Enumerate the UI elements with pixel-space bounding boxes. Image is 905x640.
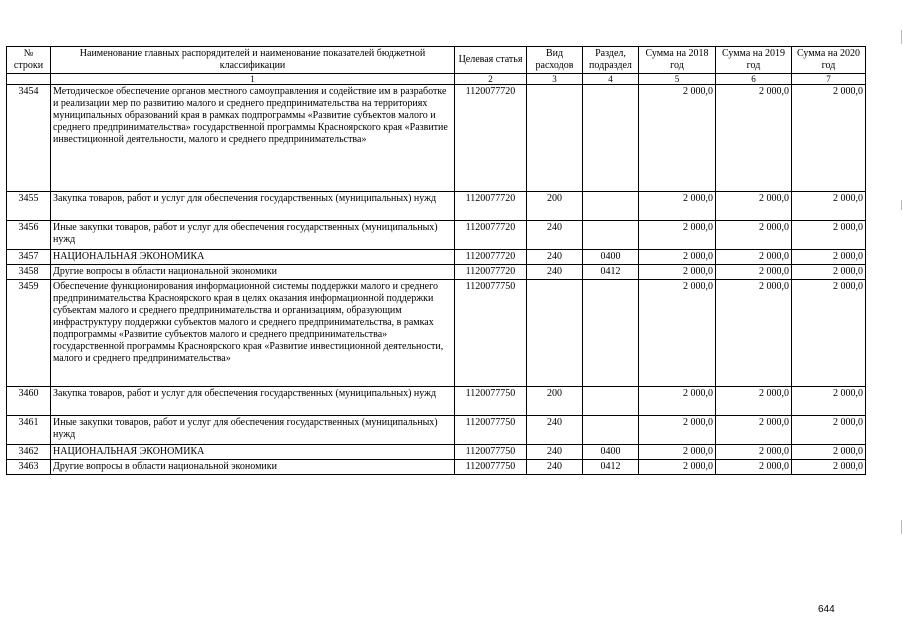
row-expense-type: 200 xyxy=(527,387,583,416)
row-sum-2018: 2 000,0 xyxy=(639,250,716,265)
row-section xyxy=(583,416,639,445)
row-sum-2018: 2 000,0 xyxy=(639,221,716,250)
row-sum-2019: 2 000,0 xyxy=(716,416,792,445)
row-name: Другие вопросы в области национальной экономики xyxy=(51,460,455,475)
row-sum-2020: 2 000,0 xyxy=(792,221,866,250)
row-number: 3463 xyxy=(7,460,51,475)
row-section xyxy=(583,85,639,192)
column-number: 1 xyxy=(51,74,455,85)
row-section xyxy=(583,192,639,221)
table-body xyxy=(7,85,866,475)
table-row xyxy=(7,445,866,460)
row-section xyxy=(583,280,639,387)
row-name: Обеспечение функционирования информационной системы поддержки малого и среднего предпринимательства Красноярского края в целях оказания информационной поддержки субъектам малого и среднего предпринимательства и организациям, образующим инфраструктуру поддержки субъектов малого и среднего предпринимательства, в рамках подпрограммы «Развитие субъектов малого и среднего предпринимательства» государственной программы Красноярского края «Развитие инвестиционной деятельности, малого и среднего предпринимательства» xyxy=(51,280,455,387)
row-name: Иные закупки товаров, работ и услуг для обеспечения государственных (муниципальных) нужд xyxy=(51,416,455,445)
row-expense-type: 240 xyxy=(527,250,583,265)
row-number: 3461 xyxy=(7,416,51,445)
row-number: 3454 xyxy=(7,85,51,192)
row-target-article: 1120077720 xyxy=(455,221,527,250)
row-target-article: 1120077750 xyxy=(455,416,527,445)
row-name: Закупка товаров, работ и услуг для обеспечения государственных (муниципальных) нужд xyxy=(51,387,455,416)
header-sum-2018: Сумма на 2018 год xyxy=(639,47,716,74)
row-section xyxy=(583,221,639,250)
budget-table xyxy=(6,46,866,475)
table-row xyxy=(7,460,866,475)
header-row-number: № строки xyxy=(7,47,51,74)
row-sum-2018: 2 000,0 xyxy=(639,192,716,221)
row-section: 0400 xyxy=(583,445,639,460)
row-target-article: 1120077720 xyxy=(455,265,527,280)
row-sum-2019: 2 000,0 xyxy=(716,280,792,387)
row-sum-2019: 2 000,0 xyxy=(716,192,792,221)
header-sum-2020: Сумма на 2020 год xyxy=(792,47,866,74)
row-number: 3456 xyxy=(7,221,51,250)
row-expense-type xyxy=(527,280,583,387)
row-target-article: 1120077720 xyxy=(455,250,527,265)
row-sum-2018: 2 000,0 xyxy=(639,85,716,192)
row-number: 3455 xyxy=(7,192,51,221)
header-expense-type: Вид расходов xyxy=(527,47,583,74)
table-row xyxy=(7,280,866,387)
row-sum-2018: 2 000,0 xyxy=(639,265,716,280)
row-sum-2019: 2 000,0 xyxy=(716,445,792,460)
row-target-article: 1120077750 xyxy=(455,280,527,387)
row-sum-2018: 2 000,0 xyxy=(639,416,716,445)
table-row xyxy=(7,250,866,265)
row-sum-2018: 2 000,0 xyxy=(639,387,716,416)
row-target-article: 1120077750 xyxy=(455,387,527,416)
row-sum-2019: 2 000,0 xyxy=(716,387,792,416)
row-name: Другие вопросы в области национальной экономики xyxy=(51,265,455,280)
row-number: 3460 xyxy=(7,387,51,416)
row-sum-2019: 2 000,0 xyxy=(716,85,792,192)
row-expense-type: 240 xyxy=(527,265,583,280)
row-sum-2019: 2 000,0 xyxy=(716,250,792,265)
row-sum-2020: 2 000,0 xyxy=(792,265,866,280)
row-sum-2020: 2 000,0 xyxy=(792,460,866,475)
row-name: Методическое обеспечение органов местного самоуправления и содействие им в разработке и реализации мер по развитию малого и среднего предпринимательства на территориях муниципальных образований края в рамках подпрограммы «Развитие субъектов малого и среднего предпринимательства» государственной программы Красноярского края «Развитие инвестиционной деятельности, малого и среднего предпринимательства» xyxy=(51,85,455,192)
column-number: 3 xyxy=(527,74,583,85)
row-sum-2020: 2 000,0 xyxy=(792,280,866,387)
row-expense-type: 200 xyxy=(527,192,583,221)
table-row xyxy=(7,387,866,416)
column-number: 6 xyxy=(716,74,792,85)
column-number-row xyxy=(7,74,866,85)
header-target-article: Целевая статья xyxy=(455,47,527,74)
row-target-article: 1120077750 xyxy=(455,445,527,460)
header-row xyxy=(7,47,866,74)
row-target-article: 1120077720 xyxy=(455,192,527,221)
row-sum-2018: 2 000,0 xyxy=(639,460,716,475)
row-number: 3458 xyxy=(7,265,51,280)
row-expense-type: 240 xyxy=(527,416,583,445)
table-row xyxy=(7,221,866,250)
row-number: 3459 xyxy=(7,280,51,387)
row-section: 0412 xyxy=(583,460,639,475)
row-section xyxy=(583,387,639,416)
row-sum-2020: 2 000,0 xyxy=(792,387,866,416)
scan-edge-mark xyxy=(901,520,902,534)
row-target-article: 1120077720 xyxy=(455,85,527,192)
column-number: 2 xyxy=(455,74,527,85)
row-name: НАЦИОНАЛЬНАЯ ЭКОНОМИКА xyxy=(51,445,455,460)
row-target-article: 1120077750 xyxy=(455,460,527,475)
row-section: 0412 xyxy=(583,265,639,280)
row-name: Иные закупки товаров, работ и услуг для обеспечения государственных (муниципальных) нужд xyxy=(51,221,455,250)
row-sum-2020: 2 000,0 xyxy=(792,250,866,265)
column-number: 7 xyxy=(792,74,866,85)
column-number xyxy=(7,74,51,85)
row-expense-type xyxy=(527,85,583,192)
row-name: Закупка товаров, работ и услуг для обеспечения государственных (муниципальных) нужд xyxy=(51,192,455,221)
row-sum-2019: 2 000,0 xyxy=(716,460,792,475)
row-sum-2018: 2 000,0 xyxy=(639,280,716,387)
table-row xyxy=(7,192,866,221)
row-number: 3462 xyxy=(7,445,51,460)
column-number: 5 xyxy=(639,74,716,85)
row-sum-2020: 2 000,0 xyxy=(792,192,866,221)
row-name: НАЦИОНАЛЬНАЯ ЭКОНОМИКА xyxy=(51,250,455,265)
row-expense-type: 240 xyxy=(527,460,583,475)
column-number: 4 xyxy=(583,74,639,85)
row-sum-2018: 2 000,0 xyxy=(639,445,716,460)
page-number: 644 xyxy=(818,604,835,615)
scan-edge-mark xyxy=(901,30,902,44)
row-sum-2020: 2 000,0 xyxy=(792,416,866,445)
row-section: 0400 xyxy=(583,250,639,265)
row-sum-2019: 2 000,0 xyxy=(716,221,792,250)
row-sum-2019: 2 000,0 xyxy=(716,265,792,280)
row-sum-2020: 2 000,0 xyxy=(792,445,866,460)
row-expense-type: 240 xyxy=(527,445,583,460)
header-sum-2019: Сумма на 2019 год xyxy=(716,47,792,74)
table-row xyxy=(7,416,866,445)
row-number: 3457 xyxy=(7,250,51,265)
header-name: Наименование главных распорядителей и наименование показателей бюджетной классификации xyxy=(51,47,455,74)
header-section: Раздел, подраздел xyxy=(583,47,639,74)
table-row xyxy=(7,85,866,192)
row-expense-type: 240 xyxy=(527,221,583,250)
table-row xyxy=(7,265,866,280)
scan-edge-mark xyxy=(901,200,902,210)
row-sum-2020: 2 000,0 xyxy=(792,85,866,192)
